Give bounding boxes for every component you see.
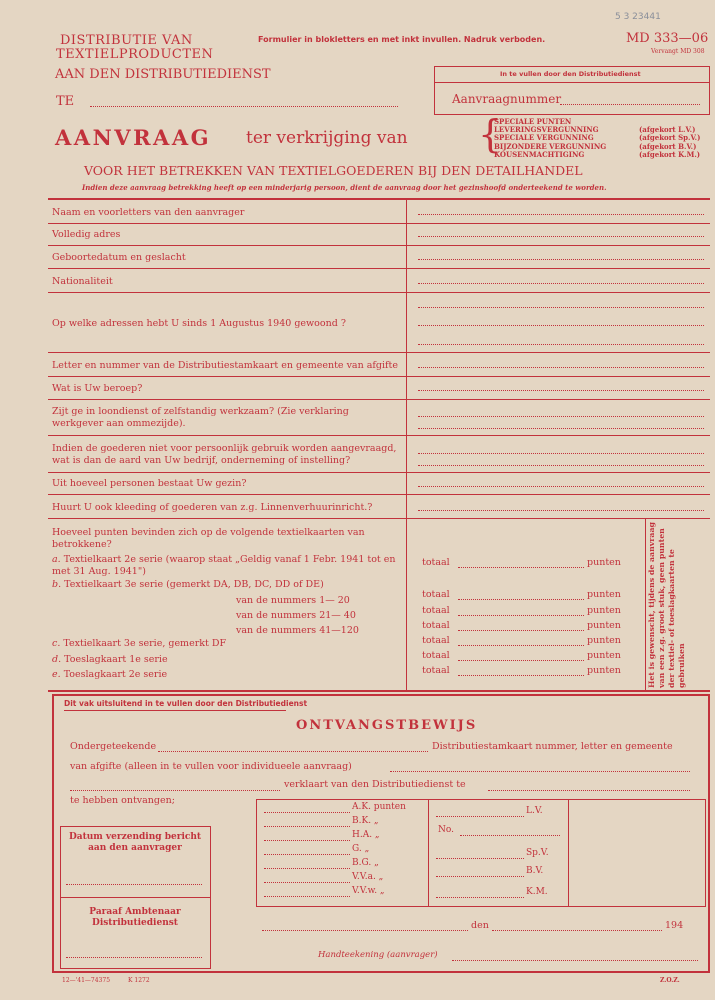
total-line[interactable] [458,599,584,600]
question-profession: Wat is Uw beroep? [52,383,143,394]
total-label: totaal [422,650,450,661]
answer-line[interactable] [418,390,704,391]
points-label: punten [587,589,621,600]
date-line[interactable] [492,930,662,931]
goods-line[interactable] [264,812,350,813]
title-rest: ter verkrijging van [246,128,408,148]
total-line[interactable] [458,660,584,661]
table-bottom-rule [48,690,710,692]
permit-option: KOUSENMACHTIGING (afgekort K.M.) [494,149,701,159]
question-employment: Zijt ge in loondienst of zelfstandig werkzaam? (Zie verklaring werkgever aan ommezijde). [52,406,349,429]
initial-label: Paraaf Ambtenaar Distributiedienst [89,907,181,928]
answer-line[interactable] [418,236,704,237]
side-note: Het is gewenscht, tijdens de aanvraag van een z.g. groot stuk, geen punten der textiel- of toeslagkaarten te gebruiken [647,522,686,688]
answer-line[interactable] [418,510,704,511]
signature-line[interactable] [452,960,698,961]
total-label: totaal [422,589,450,600]
year-label: 194 [665,920,684,931]
permit-option: SPECIALE VERGUNNING (afgekort Sp.V.) [494,133,701,143]
total-label: totaal [422,605,450,616]
answer-line[interactable] [418,465,704,466]
received-label: te hebben ontvangen; [70,795,175,806]
points-range-3: van de nummers 41—120 [236,625,359,636]
answer-line[interactable] [418,283,704,284]
answer-column-divider [406,199,407,690]
answer-line[interactable] [418,428,704,429]
receipt-title: ONTVANGSTBEWIJS [296,718,478,733]
permit-line[interactable] [436,816,524,817]
permit-line[interactable] [436,876,524,877]
no-label: No. [438,825,454,835]
answer-line[interactable] [418,416,704,417]
row-rule [48,435,710,436]
points-item-e: e. Toeslagkaart 2e serie [52,669,168,680]
goods-item: G. „ [352,844,370,854]
question-nationality: Nationaliteit [52,276,113,287]
row-rule [48,223,710,224]
goods-item: H.A. „ [352,830,380,840]
goods-line[interactable] [264,840,350,841]
total-label: totaal [422,665,450,676]
issue-label: van afgifte (alleen in te vullen voor individueele aanvraag) [70,761,352,772]
pencil-note: 5 3 23441 [615,12,661,22]
minor-note: Indien deze aanvraag betrekking heeft op een minderjarig persoon, dient de aanvraag door het gezinshoofd onderteekend te worden. [82,183,607,192]
permit-line[interactable] [436,897,524,898]
to-label: TE [56,94,75,109]
replaces-note: Vervangt MD 308 [651,48,705,55]
permit-lv: L.V. [526,806,543,816]
total-line[interactable] [458,645,584,646]
date-label: den [471,920,489,931]
goods-item: V.V.w. „ [352,886,385,896]
addressee: AAN DEN DISTRIBUTIEDIENST [55,67,271,82]
row-rule [48,376,710,377]
subtitle: VOOR HET BETREKKEN VAN TEXTIELGOEDEREN BIJ DEN DETAILHANDEL [84,163,583,178]
side-note-divider [645,519,646,690]
answer-line[interactable] [418,214,704,215]
points-range-2: van de nummers 21— 40 [236,610,356,621]
permit-option: SPECIALE PUNTEN [494,117,572,126]
place-line[interactable] [262,930,468,931]
answer-line[interactable] [418,259,704,260]
row-rule [48,518,710,519]
issuer-line-2: TEXTIELPRODUCTEN [56,47,214,62]
goods-item: B.G. „ [352,858,379,868]
permit-spv: Sp.V. [526,848,549,858]
points-question: Hoeveel punten bevinden zich op de volgende textielkaarten van betrokkene? [52,527,365,550]
total-line[interactable] [458,567,584,568]
points-item-c: c. Textielkaart 3e serie, gemerkt DF [52,638,227,649]
office-use-divider [434,82,709,83]
question-name: Naam en voorletters van den aanvrager [52,207,245,218]
total-line[interactable] [458,675,584,676]
table-top-rule [48,198,710,200]
goods-item: V.V.a. „ [352,872,384,882]
goods-item: A.K. punten [352,802,406,812]
points-item-a: a. Textielkaart 2e serie (waarop staat „Geldig vanaf 1 Febr. 1941 tot en met 31 Aug. 1941") [52,554,396,577]
row-rule [48,399,710,400]
signed-line[interactable] [158,751,428,752]
card-label: Distributiestamkaart nummer, letter en gemeente [432,741,673,752]
permit-line[interactable] [436,858,524,859]
points-range-1: van de nummers 1— 20 [236,595,350,606]
declares-place-line[interactable] [488,790,690,791]
total-line[interactable] [458,630,584,631]
signed-label: Ondergeteekende [70,741,157,752]
issue-line[interactable] [390,771,690,772]
total-label: totaal [422,635,450,646]
question-birthdate: Geboortedatum en geslacht [52,252,186,263]
row-rule [48,472,710,473]
k-code: K 1272 [128,977,150,984]
permit-option: LEVERINGSVERGUNNING (afgekort L.V.) [494,125,696,135]
points-label: punten [587,557,621,568]
goods-item: B.K. „ [352,816,379,826]
initial-line[interactable] [66,957,202,958]
declares-line[interactable] [70,790,280,791]
answer-line[interactable] [418,486,704,487]
row-rule [48,292,710,293]
print-code: 12—'41—74375 [62,977,111,984]
row-rule [48,352,710,353]
goods-divider [428,800,429,906]
question-linen-rental: Huurt U ook kleeding of goederen van z.g. Linnenverhuurinricht.? [52,502,373,513]
row-rule [48,494,710,495]
official-note: Dit vak uitsluitend in te vullen door den Distributiedienst [64,699,308,708]
title-main: AANVRAAG [55,125,212,150]
answer-line[interactable] [418,325,704,326]
question-ration-card: Letter en nummer van de Distributiestamkaart en gemeente van afgifte [52,360,398,371]
points-label: punten [587,605,621,616]
goods-line[interactable] [264,854,350,855]
dispatch-date-line[interactable] [66,884,202,885]
question-business: Indien de goederen niet voor persoonlijk gebruik worden aangevraagd, wat is dan de aard van Uw bedrijf, onderneming of instelling? [52,443,397,466]
no-line[interactable] [460,835,560,836]
title-brace: { [478,112,503,156]
answer-line[interactable] [418,344,704,345]
official-note-underline [64,710,286,711]
total-label: totaal [422,620,450,631]
permit-options [494,117,701,159]
goods-line[interactable] [264,882,350,883]
total-line[interactable] [458,615,584,616]
answer-line[interactable] [418,367,704,368]
points-item-b: b. Textielkaart 3e serie (gemerkt DA, DB, DC, DD of DE) [52,579,324,590]
points-label: punten [587,650,621,661]
goods-divider [568,800,569,906]
permit-bv: B.V. [526,866,544,876]
application-number-line[interactable] [560,104,700,105]
goods-line[interactable] [264,826,350,827]
office-use-label: In te vullen door den Distributiedienst [500,70,641,78]
answer-line[interactable] [418,453,704,454]
question-addresses-since-1940: Op welke adressen hebt U sinds 1 Augustus 1940 gewoond ? [52,318,346,329]
dispatch-label: Datum verzending bericht aan den aanvrager [68,832,202,853]
points-label: punten [587,635,621,646]
over-leaf-note: Z.O.Z. [660,977,680,984]
issuer-line-1: DISTRIBUTIE VAN [60,33,193,48]
signature-label: Handteekening (aanvrager) [318,950,438,960]
declares-label: verklaart van den Distributiedienst te [284,779,466,790]
fill-instructions: Formulier in blokletters en met inkt invullen. Nadruk verboden. [258,35,546,44]
permit-km: K.M. [526,887,548,897]
points-label: punten [587,665,621,676]
total-label: totaal [422,557,450,568]
goods-line[interactable] [264,896,350,897]
goods-line[interactable] [264,868,350,869]
row-rule [48,245,710,246]
application-number-label: Aanvraagnummer [452,92,562,106]
question-address: Volledig adres [52,229,121,240]
row-rule [48,268,710,269]
answer-line[interactable] [418,307,704,308]
permit-option: BIJZONDERE VERGUNNING (afgekort B.V.) [494,141,697,151]
question-household: Uit hoeveel personen bestaat Uw gezin? [52,478,247,489]
points-label: punten [587,620,621,631]
points-item-d: d. Toeslagkaart 1e serie [52,654,168,665]
form-number: MD 333—06 [626,31,709,46]
to-line[interactable] [90,106,398,107]
